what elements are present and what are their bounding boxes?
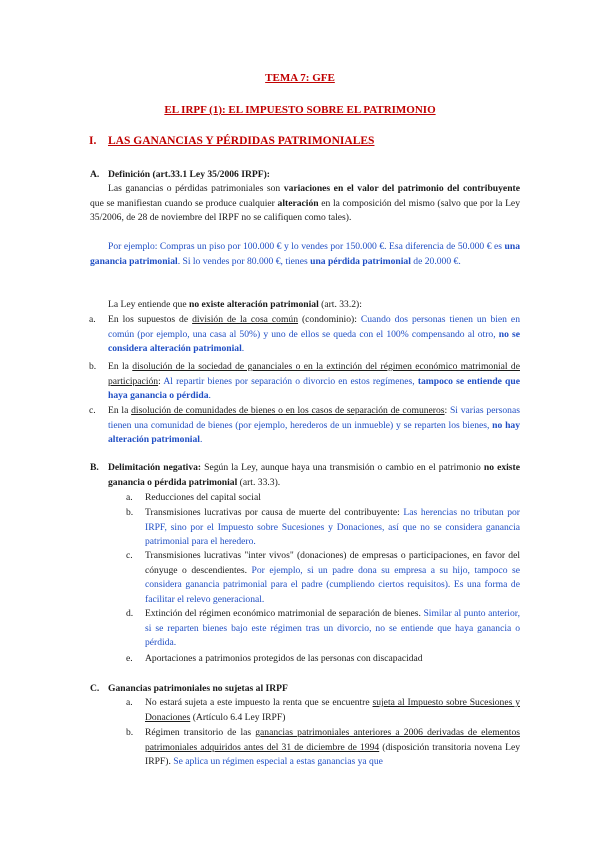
subsection-letter: A. <box>90 169 100 180</box>
section-label: LAS GANANCIAS Y PÉRDIDAS PATRIMONIALES <box>108 135 375 147</box>
subsection-title: Ganancias patrimoniales no sujetas al IRPF <box>108 683 288 694</box>
definition-paragraph: Las ganancias o pérdidas patrimoniales son variaciones en el valor del patrimonio del contribuyente que se manifiestan cuando se produce cualquier alteración en la composición del mismo (salvo que por la Ley 35/2006, de 28 de noviembre del IRPF no se califiquen como tales). <box>90 183 520 224</box>
list-item: c. Transmisiones lucrativas "inter vivos" (donaciones) de empresas o participaciones, en favor del cónyuge o descendientes. Por ejemplo, si un padre dona su empresa a su hijo, tampoco se considera ganancia patrimonial para el padre (cumpliendo ciertos requisitos). Es una forma de facilitar el relevo generacional. <box>126 550 520 605</box>
subsection-letter: C. <box>90 683 100 694</box>
list-item: c. En la disolución de comunidades de bienes o en los casos de separación de comuneros: Si varias personas tienen una comunidad de bienes (por ejemplo, herederos de un inmueble) y se reparten los bienes, no hay alteración patrimonial. <box>89 405 520 446</box>
list-item: a. En los supuestos de división de la cosa común (condominio): Cuando dos personas tienen un bien en común (por ejemplo, una casa al 50%) y uno de ellos se queda con el 100% compensando al otro, no se considera alteración patrimonial. <box>89 314 520 355</box>
law-intro: La Ley entiende que no existe alteración patrimonial (art. 33.2): <box>108 299 362 310</box>
list-item: e. Aportaciones a patrimonios protegidos de las personas con discapacidad <box>126 653 423 664</box>
subsection-b-heading: B. Delimitación negativa: Según la Ley, aunque haya una transmisión o cambio en el patrimonio no existe ganancia o pérdida patrimonial (art. 33.3). <box>90 462 520 488</box>
list-item: d. Extinción del régimen económico matrimonial de separación de bienes. Similar al punto anterior, si se reparten bienes bajo este régimen tras un divorcio, no se entiende que haya ganancia o pérdida. <box>126 608 520 649</box>
list-item: b. En la disolución de la sociedad de gananciales o en la extinción del régimen económico matrimonial de participación: Al repartir bienes por separación o divorcio en estos regímenes, tampoco se entiende que haya ganancia o pérdida. <box>89 361 520 402</box>
subsection-a-heading <box>90 168 520 183</box>
example-paragraph: Por ejemplo: Compras un piso por 100.000 € y lo vendes por 150.000 €. Esa diferencia de 50.000 € es una ganancia patrimonial. Si lo vendes por 80.000 €, tienes una pérdida patrimonial de 20.000 €. <box>90 241 520 267</box>
topic-title: TEMA 7: GFE <box>265 72 335 84</box>
chapter-title: EL IRPF (1): EL IMPUESTO SOBRE EL PATRIMONIO <box>164 104 436 116</box>
subsection-c-heading <box>90 682 520 697</box>
subsection-title: Definición (art.33.1 Ley 35/2006 IRPF): <box>108 169 271 180</box>
subsection-title: Delimitación negativa: <box>108 462 202 473</box>
section-number: I. <box>89 135 97 147</box>
subsection-letter: B. <box>90 462 99 473</box>
section-heading <box>89 134 374 149</box>
list-item: a. Reducciones del capital social <box>126 492 261 503</box>
list-item: b. Régimen transitorio de las ganancias patrimoniales anteriores a 2006 derivadas de elementos patrimoniales adquiridos antes del 31 de diciembre de 1994 (disposición transitoria novena Ley IRPF). Se aplica un régimen especial a estas ganancias ya que <box>126 727 520 768</box>
list-item: a. No estará sujeta a este impuesto la renta que se encuentre sujeta al Impuesto sobre Sucesiones y Donaciones (Artículo 6.4 Ley IRPF) <box>126 697 520 723</box>
list-item: b. Transmisiones lucrativas por causa de muerte del contribuyente: Las herencias no tributan por IRPF, sino por el Impuesto sobre Sucesiones y Donaciones, así que no se considera ganancia patrimonial para el heredero. <box>126 507 520 548</box>
